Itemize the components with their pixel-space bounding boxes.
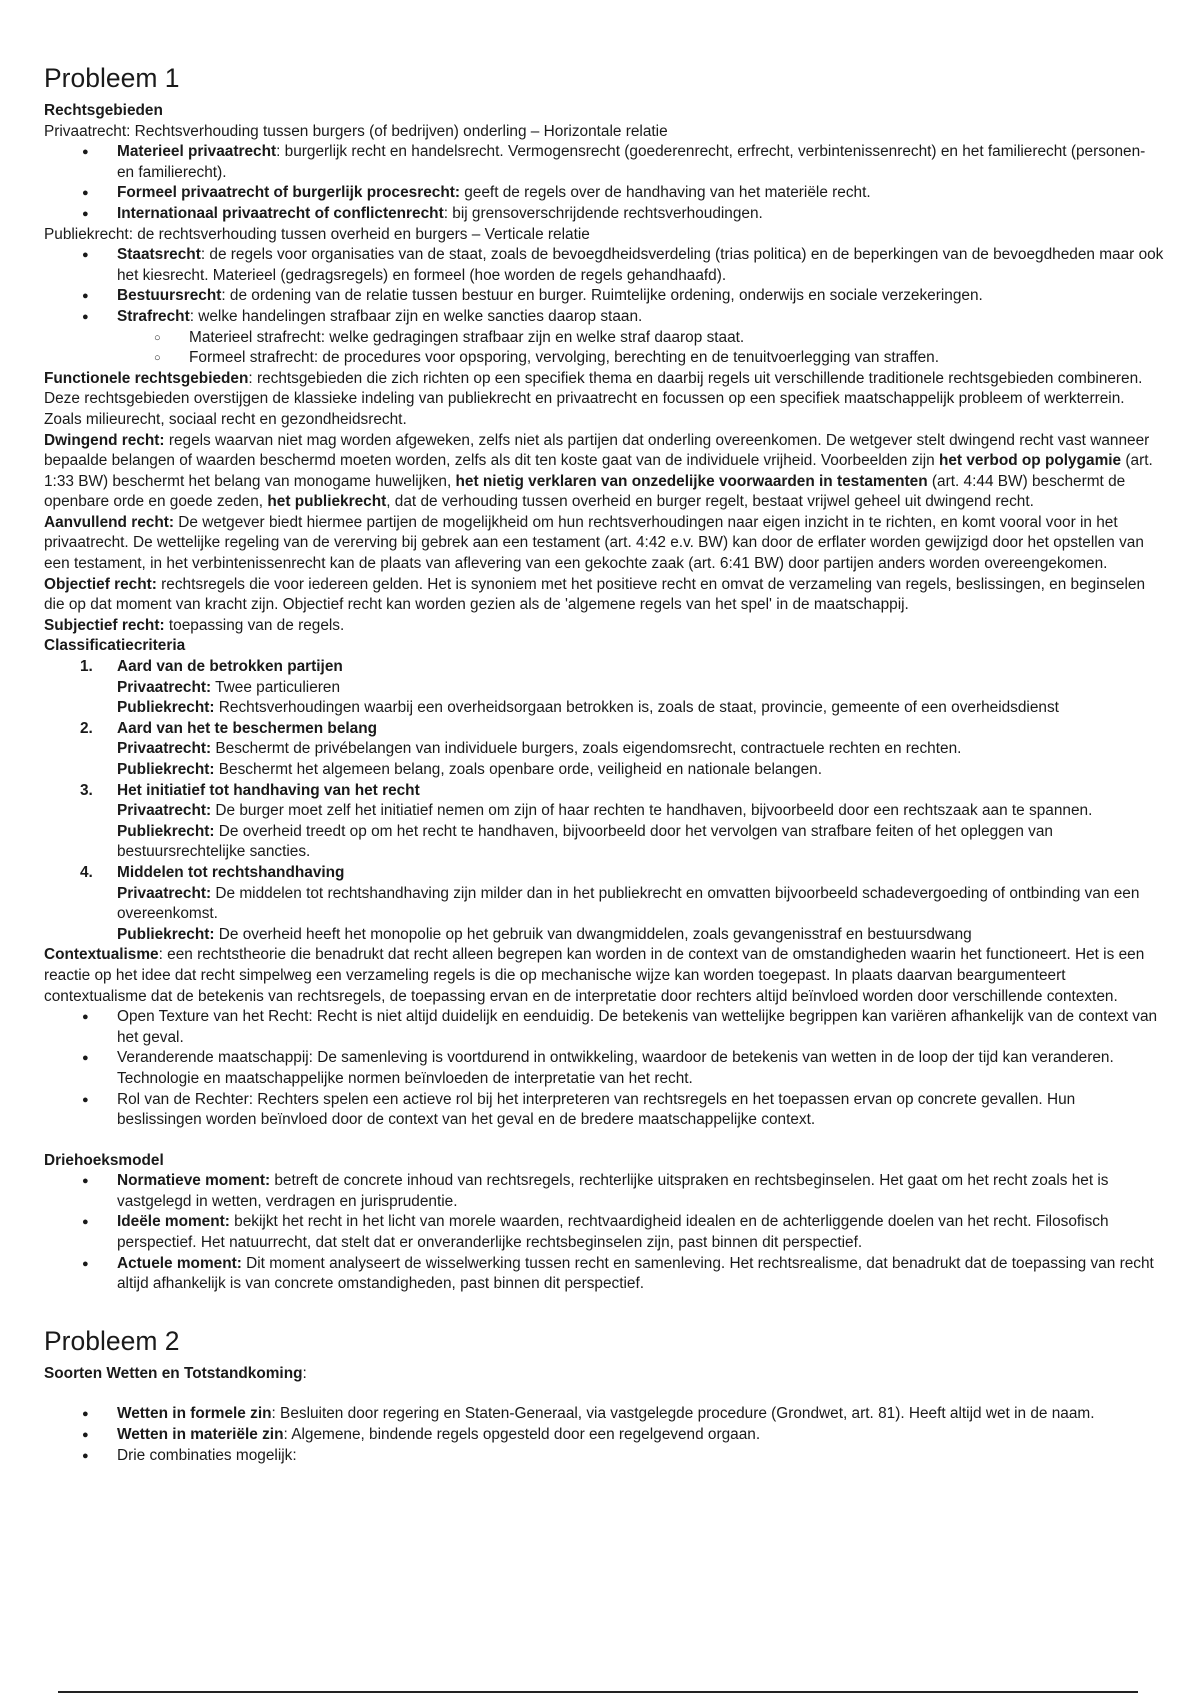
heading-classificatiecriteria: Classificatiecriteria: [44, 637, 186, 655]
page-bottom-rule: [58, 1691, 1138, 1693]
paragraph-dwingend-recht: Dwingend recht: regels waarvan niet mag worden afgeweken, zelfs niet als partijen dat onderling overeenkomen. De wetgever stelt dwingend recht vast wanneer bepaalde belangen of waarden beschermd moeten worden, zelfs als dit ten koste gaat van de individuele vrijheid. Voorbeelden zijn het verbod op polygamie (art. 1:33 BW) beschermt het belang van monogame huwelijken, het nietig verklaren van onzedelijke voorwaarden in testamenten (art. 4:44 BW) beschermt de openbare orde en goede zeden, het publiekrecht, dat de verhouding tussen overheid en burger regelt, bestaat vrijwel geheel uit dwingend recht.: [44, 431, 1153, 511]
paragraph-subjectief-recht: Subjectief recht: toepassing van de regels.: [44, 616, 345, 634]
list-item: ● Actuele moment: Dit moment analyseert de wisselwerking tussen recht en samenleving. Het rechtsrealisme, dat benadrukt dat de toepassing van recht altijd afhankelijk is van concrete omstandigheden, past binnen dit perspectief.: [44, 1254, 1164, 1295]
privaatrecht-intro: Privaatrecht: Rechtsverhouding tussen burgers (of bedrijven) onderling – Horizontale relatie: [44, 122, 668, 140]
page-title-probleem-2: Probleem 2: [44, 1325, 180, 1356]
list-item: ● Open Texture van het Recht: Recht is niet altijd duidelijk en eenduidig. De betekenis van wettelijke begrippen kan variëren afhankelijk van de context van het geval.: [44, 1007, 1164, 1048]
list-item: ● Internationaal privaatrecht of conflictenrecht: bij grensoverschrijdende rechtsverhoudingen.: [44, 204, 1164, 225]
list-item: 4. Middelen tot rechtshandhaving Privaatrecht: De middelen tot rechtshandhaving zijn milder dan in het publiekrecht en omvatten bijvoorbeeld schadevergoeding of ontbinding van een overeenkomst. Publiekrecht: De overheid heeft het monopolie op het gebruik van dwangmiddelen, zoals gevangenisstraf en bestuursdwang: [80, 863, 1140, 943]
list-item: ● Bestuursrecht: de ordening van de relatie tussen bestuur en burger. Ruimtelijke ordening, onderwijs en sociale verzekeringen.: [44, 286, 1164, 307]
list-item: ● Wetten in formele zin: Besluiten door regering en Staten-Generaal, via vastgelegde procedure (Grondwet, art. 81). Heeft altijd wet in de naam.: [44, 1404, 1164, 1425]
list-item: ● Strafrecht: welke handelingen strafbaar zijn en welke sancties daarop staan.: [44, 307, 1164, 328]
list-item: ● Normatieve moment: betreft de concrete inhoud van rechtsregels, rechterlijke uitspraken en rechtsbeginselen. Het gaat om het recht zoals het is vastgelegd in wetten, verdragen en jurisprudentie.: [44, 1171, 1164, 1212]
document-page: [44, 62, 1164, 1466]
driehoeksmodel-list: [44, 1171, 1164, 1295]
list-item: ● Rol van de Rechter: Rechters spelen een actieve rol bij het interpreteren van rechtsregels en het toepassen ervan op concrete gevallen. Hun beslissingen worden beïnvloed door de context van het geval en de bredere maatschappelijke context.: [44, 1090, 1164, 1131]
list-item: 3. Het initiatief tot handhaving van het recht Privaatrecht: De burger moet zelf het initiatief nemen om zijn of haar rechten te handhaven, bijvoorbeeld door een rechtszaak aan te spannen. Publiekrecht: De overheid treedt op om het recht te handhaven, bijvoorbeeld door het vervolgen van strafbare feiten of het opleggen van bestuursrechtelijke sancties.: [80, 781, 1093, 861]
page-title-probleem-1: Probleem 1: [44, 63, 180, 93]
privaatrecht-list: [44, 142, 1164, 224]
list-item: ● Formeel privaatrecht of burgerlijk procesrecht: geeft de regels over de handhaving van het materiële recht.: [44, 183, 1164, 204]
paragraph-contextualisme: Contextualisme: een rechtstheorie die benadrukt dat recht alleen begrepen kan worden in de context van de omstandigheden waarin het functioneert. Het is een reactie op het idee dat recht simpelweg een verzameling regels is die op mechanische wijze kan worden toegepast. In plaats daarvan beargumenteert contextualisme dat de betekenis van rechtsregels, de toepassing ervan en de interpretatie door rechters altijd beïnvloed worden door verschillende contexten.: [44, 946, 1145, 1005]
list-item: ○ Materieel strafrecht: welke gedragingen strafbaar zijn en welke straf daarop staat.: [44, 328, 1164, 349]
paragraph-functionele-rechtsgebieden: Functionele rechtsgebieden: rechtsgebieden die zich richten op een specifiek thema en daarbij regels uit verschillende traditionele rechtsgebieden combineren. Deze rechtsgebieden overstijgen de klassieke indeling van publiekrecht en privaatrecht en focussen op een specifiek maatschappelijk probleem of werkterrein. Zoals milieurecht, sociaal recht en gezondheidsrecht.: [44, 369, 1143, 428]
list-item: ○ Formeel strafrecht: de procedures voor opsporing, vervolging, berechting en de tenuitvoerlegging van straffen.: [44, 348, 1164, 369]
list-item: 1. Aard van de betrokken partijen Privaatrecht: Twee particulieren Publiekrecht: Rechtsverhoudingen waarbij een overheidsorgaan betrokken is, zoals de staat, provincie, gemeente of een overheidsdienst: [80, 658, 1059, 717]
list-item: ● Ideële moment: bekijkt het recht in het licht van morele waarden, rechtvaardigheid idealen en de achterliggende doelen van het recht. Filosofisch perspectief. Het natuurrecht, dat stelt dat er onveranderlijke rechtsbeginselen zijn, past binnen dit perspectief.: [44, 1212, 1164, 1253]
soorten-wetten-list: [44, 1404, 1164, 1466]
classificatie-list: [44, 657, 1164, 945]
heading-driehoeksmodel: Driehoeksmodel: [44, 1151, 164, 1169]
list-item: ● Staatsrecht: de regels voor organisaties van de staat, zoals de bevoegdheidsverdeling (trias politica) en de beperkingen van de bevoegdheden maar ook het kiesrecht. Materieel (gedragsregels) en formeel (hoe worden de regels gehandhaafd).: [44, 245, 1164, 286]
list-item: ● Drie combinaties mogelijk:: [44, 1446, 1164, 1467]
paragraph-objectief-recht: Objectief recht: rechtsregels die voor iedereen gelden. Het is synoniem met het positieve recht en omvat de verzameling van regels, beslissingen, en beginselen die op dat moment van kracht zijn. Objectief recht kan worden gezien als de 'algemene regels van het spel' in de maatschappij.: [44, 575, 1146, 614]
publiekrecht-intro: Publiekrecht: de rechtsverhouding tussen overheid en burgers – Verticale relatie: [44, 225, 590, 243]
list-item: ● Materieel privaatrecht: burgerlijk recht en handelsrecht. Vermogensrecht (goederenrecht, erfrecht, verbintenissenrecht) en het familierecht (personen- en familierecht).: [44, 142, 1164, 183]
list-item: ● Veranderende maatschappij: De samenleving is voortdurend in ontwikkeling, waardoor de betekenis van wetten in de loop der tijd kan veranderen. Technologie en maatschappelijke normen beïnvloeden de interpretatie van het recht.: [44, 1048, 1164, 1089]
strafrecht-sublist: [44, 328, 1164, 369]
heading-soorten-wetten: Soorten Wetten en Totstandkoming:: [44, 1364, 307, 1382]
spacer: [44, 1384, 1164, 1404]
paragraph-aanvullend-recht: Aanvullend recht: De wetgever biedt hiermee partijen de mogelijkheid om hun rechtsverhoudingen naar eigen inzicht in te richten, en komt vooral voor in het privaatrecht. De wettelijke regeling van de vererving bij gebrek aan een testament (art. 4:42 e.v. BW) kan door de erflater worden gewijzigd door het opstellen van een testament, in het verbintenissenrecht kan de plaats van aflevering van een gekochte zaak (art. 6:41 BW) door partijen anders worden overeengekomen.: [44, 513, 1144, 573]
spacer: [44, 1131, 1164, 1151]
heading-rechtsgebieden: Rechtsgebieden: [44, 102, 163, 119]
list-item: ● Wetten in materiële zin: Algemene, bindende regels opgesteld door een regelgevend orgaan.: [44, 1425, 1164, 1446]
list-item: 2. Aard van het te beschermen belang Privaatrecht: Beschermt de privébelangen van individuele burgers, zoals eigendomsrecht, contractuele rechten en rechten. Publiekrecht: Beschermt het algemeen belang, zoals openbare orde, veiligheid en nationale belangen.: [80, 719, 962, 778]
publiekrecht-list: [44, 245, 1164, 327]
contextualisme-list: [44, 1007, 1164, 1131]
